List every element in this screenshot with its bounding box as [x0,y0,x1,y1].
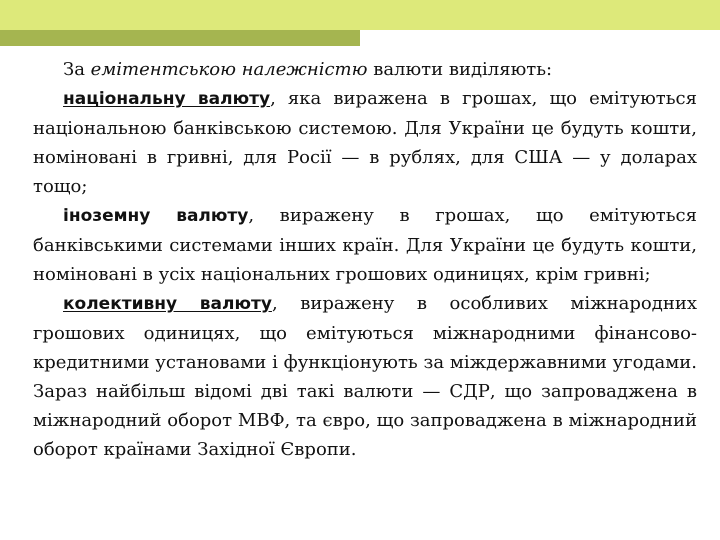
intro-paragraph [33,55,697,84]
intro-emphasis: емітентською належністю [90,59,368,80]
top-decorative-band [0,0,720,30]
foreign-currency-paragraph [33,201,697,289]
foreign-currency-term: іноземну валюту [63,206,249,226]
intro-suffix: валюти виділяють: [367,59,553,80]
intro-prefix: За [63,59,91,80]
collective-currency-term: колективну валюту [63,294,272,314]
accent-bar [0,30,360,46]
national-currency-term: національну валюту [63,89,271,109]
collective-currency-text: , виражену в особливих міжнародних грошових одиницях, що емітуються міжнародними фінансово-кредитними установами і функціонують за міждержавними угодами. Зараз найбільш відомі дві такі валюти — СДР, що запроваджена в міжнародний оборот МВФ, та євро, що запроваджена в міжнародний оборот країнами Західної Європи. [33,293,697,460]
national-currency-paragraph [33,84,697,201]
collective-currency-paragraph [33,289,697,464]
national-currency-text: , яка виражена в грошах, що емітуються національною банківською системою. Для України це будуть кошти, номіновані в гривні, для Росії — в рублях, для США — у доларах тощо; [33,88,697,197]
foreign-currency-text: , виражену в грошах, що емітуються банківськими системами інших країн. Для України це будуть кошти, номіновані в усіх національних грошових одиницях, крім гривні; [33,205,697,285]
slide-body [33,55,697,464]
